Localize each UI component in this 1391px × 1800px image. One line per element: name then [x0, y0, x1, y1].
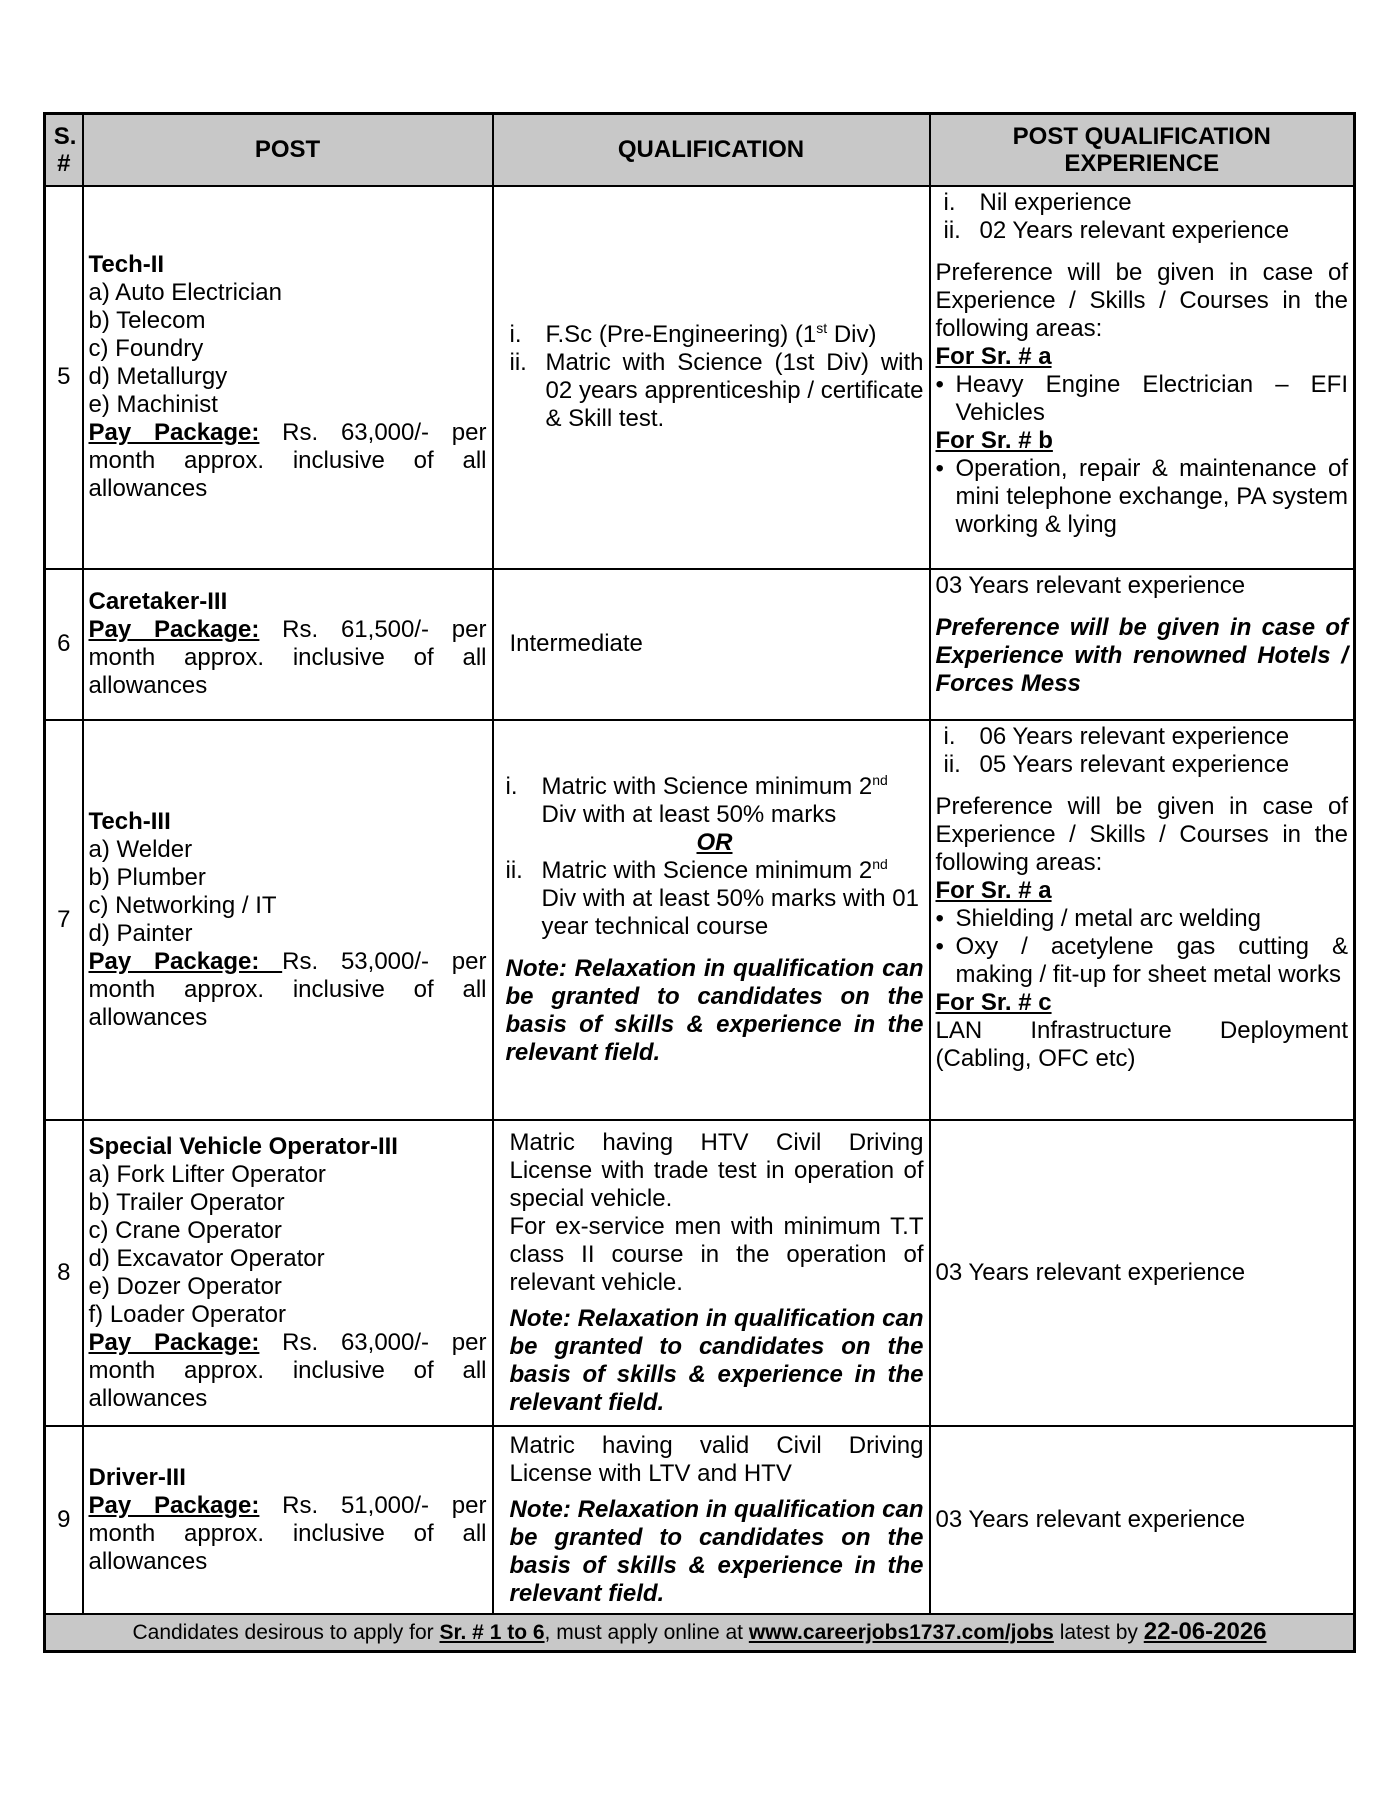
experience-list	[936, 723, 1349, 779]
post-item: b) Trailer Operator	[88, 1188, 285, 1216]
post-item: a) Welder	[88, 835, 193, 863]
post-title: Tech-III	[88, 807, 171, 835]
jobs-table	[43, 112, 1356, 1653]
pay-text: Rs. 61,500/- per month approx. inclusive of all allowances	[88, 616, 487, 699]
relaxation-note: Note: Relaxation in qualification can be granted to candidates on the basis of skills & experience in the relevant field.	[509, 1495, 924, 1607]
qualification-text: Matric having HTV Civil Driving License with trade test in operation of special vehicle.	[509, 1128, 924, 1212]
post-item: b) Telecom	[88, 307, 206, 334]
jobs-document	[43, 112, 1353, 1653]
footer-row	[45, 1614, 1355, 1652]
post-item: e) Dozer Operator	[88, 1272, 282, 1300]
row-sn: 9	[45, 1426, 83, 1614]
pay-label: Pay Package:	[88, 419, 260, 446]
post-item: a) Auto Electrician	[88, 279, 282, 306]
qualification-list	[506, 857, 924, 941]
table-row	[45, 1426, 1355, 1614]
pay-label: Pay Package:	[88, 947, 283, 975]
sr-c-text: LAN Infrastructure Deployment (Cabling, OFC etc)	[935, 1016, 1348, 1072]
bullet-list	[936, 905, 1349, 989]
post-title: Tech-II	[88, 251, 165, 278]
pay-package	[89, 419, 487, 503]
row-sn: 8	[45, 1120, 83, 1426]
post-item: b) Plumber	[88, 863, 206, 891]
bullet-list	[936, 371, 1349, 427]
post-cell	[83, 720, 493, 1120]
preference-text: Preference will be given in case of Experience / Skills / Courses in the following areas:	[935, 258, 1348, 342]
for-sr-a: For Sr. # a	[935, 342, 1052, 370]
experience-cell	[930, 186, 1355, 569]
pay-label: Pay Package:	[88, 616, 260, 643]
post-item: c) Foundry	[88, 335, 204, 362]
post-item: a) Fork Lifter Operator	[88, 1160, 326, 1188]
qualification-list	[510, 321, 924, 433]
pay-label: Pay Package:	[88, 1491, 260, 1519]
header-experience: POST QUALIFICATION EXPERIENCE	[930, 114, 1355, 186]
experience-text: 03 Years relevant experience	[935, 571, 1246, 599]
experience-cell	[930, 569, 1355, 720]
bullet-item: • Operation, repair & maintenance of mini telephone exchange, PA system working & lying	[935, 454, 1348, 538]
qualification-cell	[493, 1120, 930, 1426]
experience-item: ii. 02 Years relevant experience	[943, 216, 1290, 244]
post-title: Driver-III	[88, 1463, 186, 1491]
experience-cell	[930, 1426, 1355, 1614]
qualification-item: i. F.Sc (Pre-Engineering) (1st Div)	[509, 320, 877, 348]
header-post: POST	[83, 114, 493, 186]
qualification-item: i. Matric with Science minimum 2nd Div with at least 50% marks	[505, 771, 888, 828]
pay-text: Rs. 63,000/- per month approx. inclusive of all allowances	[88, 419, 487, 502]
deadline-date: 22-06-2026	[1143, 1617, 1267, 1645]
pay-text: Rs. 53,000/- per month approx. inclusive of all allowances	[88, 947, 487, 1031]
post-item: d) Metallurgy	[88, 363, 228, 390]
pay-label: Pay Package:	[88, 1328, 260, 1356]
post-cell	[83, 1426, 493, 1614]
for-sr-b: For Sr. # b	[935, 426, 1053, 454]
apply-url-link[interactable]: www.careerjobs1737.com/jobs	[748, 1620, 1054, 1644]
post-title: Caretaker-III	[88, 588, 228, 615]
pay-text: Rs. 63,000/- per month approx. inclusive of all allowances	[88, 1328, 487, 1412]
post-item: f) Loader Operator	[88, 1300, 286, 1328]
qualification-text: For ex-service men with minimum T.T class II course in the operation of relevant vehicle.	[509, 1212, 924, 1296]
header-sn: S. #	[45, 114, 83, 186]
relaxation-note: Note: Relaxation in qualification can be granted to candidates on the basis of skills & experience in the relevant field.	[505, 954, 924, 1066]
qualification-cell	[493, 569, 930, 720]
table-row	[45, 186, 1355, 569]
bullet-item: • Heavy Engine Electrician – EFI Vehicles	[935, 370, 1348, 426]
pay-package	[89, 948, 487, 1032]
experience-cell	[930, 720, 1355, 1120]
pay-package	[89, 616, 487, 700]
for-sr-a: For Sr. # a	[935, 876, 1052, 904]
table-row	[45, 1120, 1355, 1426]
for-sr-c: For Sr. # c	[935, 988, 1052, 1016]
pay-package	[89, 1329, 487, 1413]
experience-item: i. Nil experience	[943, 188, 1132, 216]
experience-text: 03 Years relevant experience	[935, 1505, 1246, 1533]
post-item: e) Machinist	[88, 391, 218, 418]
row-sn: 6	[45, 569, 83, 720]
qualification-item: ii. Matric with Science minimum 2nd Div with at least 50% marks with 01 year technical course	[505, 855, 919, 940]
post-item: c) Crane Operator	[88, 1216, 282, 1244]
row-sn: 5	[45, 186, 83, 569]
post-cell	[83, 186, 493, 569]
preference-text: Preference will be given in case of Experience with renowned Hotels / Forces Mess	[935, 613, 1348, 697]
table-row	[45, 720, 1355, 1120]
post-cell	[83, 569, 493, 720]
apply-note: Candidates desirous to apply for Sr. # 1 to 6, must apply online at www.careerjobs1737.com/jobs latest by 22-06-2026	[45, 1614, 1355, 1652]
row-sn: 7	[45, 720, 83, 1120]
pay-package	[89, 1492, 487, 1576]
post-item: c) Networking / IT	[88, 891, 277, 919]
qualification-cell	[493, 1426, 930, 1614]
preference-text: Preference will be given in case of Experience / Skills / Courses in the following areas:	[935, 792, 1348, 876]
experience-cell	[930, 1120, 1355, 1426]
experience-text: 03 Years relevant experience	[935, 1258, 1246, 1286]
header-qualification: QUALIFICATION	[493, 114, 930, 186]
bullet-item: • Shielding / metal arc welding	[935, 904, 1261, 932]
or-separator: OR	[696, 828, 733, 856]
table-header-row	[45, 114, 1355, 186]
qualification-item: ii. Matric with Science (1st Div) with 02 years apprenticeship / certificate & Skill test.	[509, 349, 924, 432]
qualification-text: Matric having valid Civil Driving License with LTV and HTV	[509, 1431, 924, 1487]
qualification-list	[506, 773, 924, 829]
experience-item: ii. 05 Years relevant experience	[943, 750, 1290, 778]
relaxation-note: Note: Relaxation in qualification can be granted to candidates on the basis of skills & experience in the relevant field.	[509, 1304, 924, 1416]
qualification-cell	[493, 720, 930, 1120]
bullet-item: • Oxy / acetylene gas cutting & making / fit-up for sheet metal works	[935, 932, 1348, 988]
pay-text: Rs. 51,000/- per month approx. inclusive of all allowances	[88, 1491, 487, 1575]
table-row	[45, 569, 1355, 720]
post-item: d) Painter	[88, 919, 193, 947]
sr-range: Sr. # 1 to 6	[439, 1620, 545, 1644]
experience-item: i. 06 Years relevant experience	[943, 722, 1290, 750]
post-item: d) Excavator Operator	[88, 1244, 325, 1272]
bullet-list	[936, 455, 1349, 539]
qualification-text: Intermediate	[509, 630, 643, 657]
experience-list	[936, 189, 1349, 245]
post-cell	[83, 1120, 493, 1426]
qualification-cell	[493, 186, 930, 569]
post-title: Special Vehicle Operator-III	[88, 1132, 398, 1160]
